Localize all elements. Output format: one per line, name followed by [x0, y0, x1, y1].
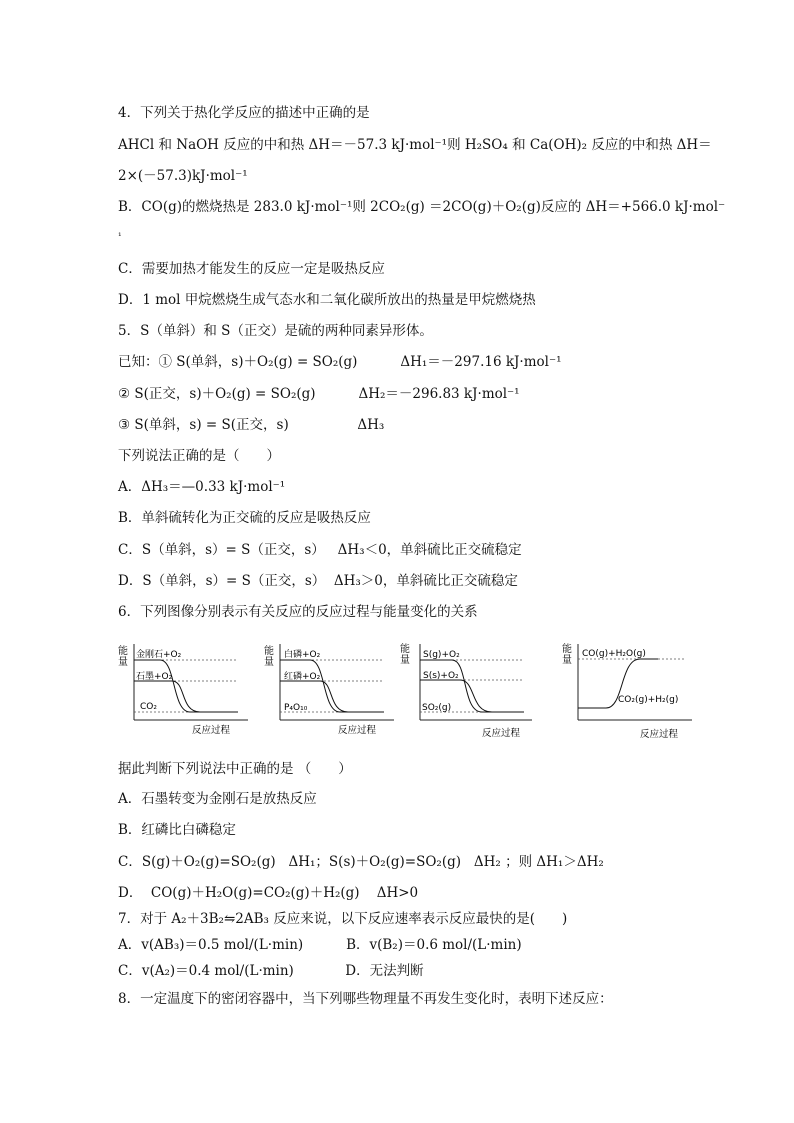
ylabel-bottom: 量 [562, 655, 572, 666]
fig4-xlabel: 反应过程 [640, 729, 679, 740]
q5-reaction-1: 已知：① S(单斜，s)＋O₂(g) = SO₂(g) ΔH₁＝－297.16 kJ·mol⁻¹ [118, 354, 562, 370]
ylabel-bottom: 量 [400, 655, 410, 666]
energy-diagram-3 [400, 640, 535, 748]
energy-diagram-1 [118, 640, 253, 748]
q5-ask: 下列说法正确的是（ ） [118, 448, 280, 464]
q7-options-ab: A．v(AB₃)＝0.5 mol/(L·min) B．v(B₂)＝0.6 mol/(L·min) [118, 937, 522, 953]
fig2-top-label: 白磷+O₂ [284, 650, 321, 660]
fig3-xlabel: 反应过程 [482, 728, 521, 739]
q5-option-a: A．ΔH₃＝—0.33 kJ·mol⁻¹ [118, 479, 286, 495]
q6-stem: 6．下列图像分别表示有关反应的反应过程与能量变化的关系 [118, 604, 478, 620]
ylabel-bottom: 量 [118, 657, 128, 668]
q5-option-c: C．S（单斜，s）= S（正交，s） ΔH₃＜0，单斜硫比正交硫稳定 [118, 542, 522, 558]
q5-option-d: D．S（单斜，s）= S（正交，s） ΔH₃＞0，单斜硫比正交硫稳定 [118, 573, 518, 589]
q4-option-c: C．需要加热才能发生的反应一定是吸热反应 [118, 261, 385, 277]
q4-option-a-line2: 2×(－57.3)kJ·mol⁻¹ [118, 168, 248, 184]
q8-stem: 8．一定温度下的密闭容器中，当下列哪些物理量不再发生变化时，表明下述反应： [118, 991, 613, 1007]
fig2-mid-label: 红磷+O₂ [284, 672, 321, 682]
q4-option-d: D．1 mol 甲烷燃烧生成气态水和二氧化碳所放出的热量是甲烷燃烧热 [118, 292, 536, 308]
q7-stem: 7．对于 A₂＋3B₂⇋2AB₃ 反应来说，以下反应速率表示反应最快的是( ) [118, 911, 568, 927]
ylabel-top: 能 [118, 646, 128, 657]
q5-stem: 5．S（单斜）和 S（正交）是硫的两种同素异形体。 [118, 323, 433, 339]
q5-reaction-2: ② S(正交，s)＋O₂(g) = SO₂(g) ΔH₂＝－296.83 kJ·mol⁻¹ [118, 386, 520, 402]
fig2-bottom-label: P₄O₁₀ [284, 703, 308, 713]
q7-options-cd: C．v(A₂)＝0.4 mol/(L·min) D．无法判断 [118, 963, 424, 979]
fig3-top-label: S(g)+O₂ [423, 650, 460, 660]
q6-option-d: D． CO(g)＋H₂O(g)=CO₂(g)＋H₂(g) ΔH>0 [118, 885, 419, 901]
fig2-xlabel: 反应过程 [338, 725, 377, 736]
fig1-mid-label: 石墨+O₂ [136, 672, 173, 682]
q5-option-b: B．单斜硫转化为正交硫的反应是吸热反应 [118, 510, 371, 526]
q4-stem: 4．下列关于热化学反应的描述中正确的是 [118, 105, 370, 121]
ylabel-top: 能 [562, 644, 572, 655]
fig3-mid-label: S(s)+O₂ [423, 671, 459, 681]
q4-option-a-line1: AHCl 和 NaOH 反应的中和热 ΔH＝－57.3 kJ·mol⁻¹则 H₂SO₄ 和 Ca(OH)₂ 反应的中和热 ΔH＝ [118, 137, 712, 153]
ylabel-top: 能 [400, 644, 410, 655]
q6-option-a: A．石墨转变为金刚石是放热反应 [118, 791, 317, 807]
fig3-bottom-label: SO₂(g) [422, 703, 452, 713]
q5-reaction-3: ③ S(单斜，s) = S(正交，s) ΔH₃ [118, 417, 385, 433]
fig1-bottom-label: CO₂ [140, 702, 157, 712]
fig1-xlabel: 反应过程 [192, 725, 231, 736]
q6-energy-diagrams [118, 640, 698, 748]
energy-diagram-2 [264, 640, 399, 748]
q4-option-b-line1: B．CO(g)的燃烧热是 283.0 kJ·mol⁻¹则 2CO₂(g) ＝2CO(g)＋O₂(g)反应的 ΔH＝+566.0 kJ·mol⁻ [118, 199, 726, 215]
q6-option-b: B．红磷比白磷稳定 [118, 822, 236, 838]
fig1-top-label: 金刚石+O₂ [136, 650, 182, 660]
fig4-top-label: CO(g)+H₂O(g) [582, 649, 646, 659]
fig4-bottom-label: CO₂(g)+H₂(g) [618, 695, 679, 705]
q6-ask: 据此判断下列说法中正确的是 （ ） [118, 761, 352, 777]
ylabel-top: 能 [264, 646, 274, 657]
q4-option-b-line2: ¹ [118, 232, 122, 242]
q6-option-c: C．S(g)＋O₂(g)=SO₂(g) ΔH₁；S(s)＋O₂(g)=SO₂(g) ΔH₂ ；则 ΔH₁＞ΔH₂ [118, 854, 604, 870]
energy-diagram-4 [562, 640, 698, 748]
ylabel-bottom: 量 [264, 657, 274, 668]
